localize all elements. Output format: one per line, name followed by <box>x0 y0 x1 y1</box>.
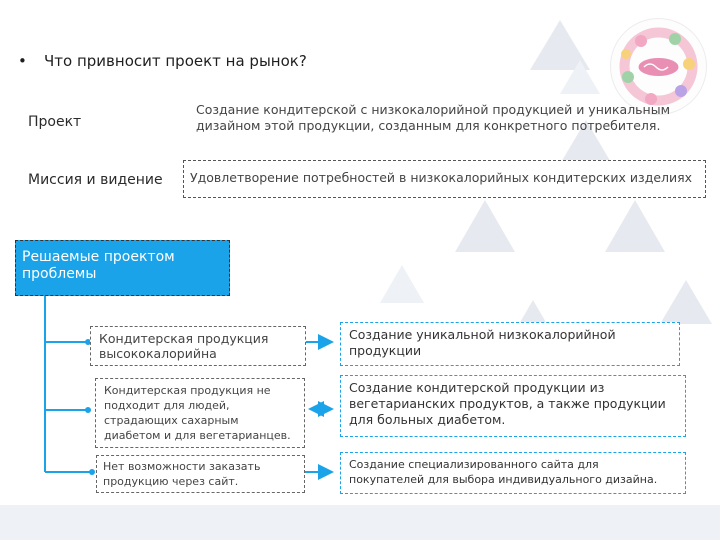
project-text: Создание кондитерской с низкокалорийной продукцией и уникальным дизайном этой продукции, созданным для конкретного потребителя. <box>196 102 671 133</box>
mission-text: Удовлетворение потребностей в низкокалорийных кондитерских изделиях <box>190 170 693 185</box>
problem-text: Нет возможности заказать продукцию через сайт. <box>103 460 261 488</box>
solution-text: Создание специализированного сайта для покупателей для выбора индивидуального дизайна. <box>349 458 658 486</box>
solution-box <box>340 452 686 494</box>
project-label: Проект <box>28 114 82 130</box>
problem-box <box>95 378 305 448</box>
problem-text: Кондитерская продукция высококалорийна <box>99 331 269 361</box>
solution-text: Создание уникальной низкокалорийной продукции <box>349 327 616 358</box>
branch-dot <box>85 407 91 413</box>
solution-text: Создание кондитерской продукции из вегетарианских продуктов, а также продукции для больных диабетом. <box>349 380 666 427</box>
solution-box <box>340 322 680 366</box>
branch-dot <box>89 469 95 475</box>
mission-label: Миссия и видение <box>28 172 163 188</box>
problems-title: Решаемые проектом проблемы <box>22 249 175 282</box>
bullet-icon: • <box>18 52 27 70</box>
problem-box <box>96 455 305 493</box>
problem-box <box>90 326 306 366</box>
question-text: Что привносит проект на рынок? <box>44 52 307 70</box>
problem-text: Кондитерская продукция не подходит для людей, страдающих сахарным диабетом и для вегетарианцев. <box>104 384 291 442</box>
solution-box <box>340 375 686 437</box>
